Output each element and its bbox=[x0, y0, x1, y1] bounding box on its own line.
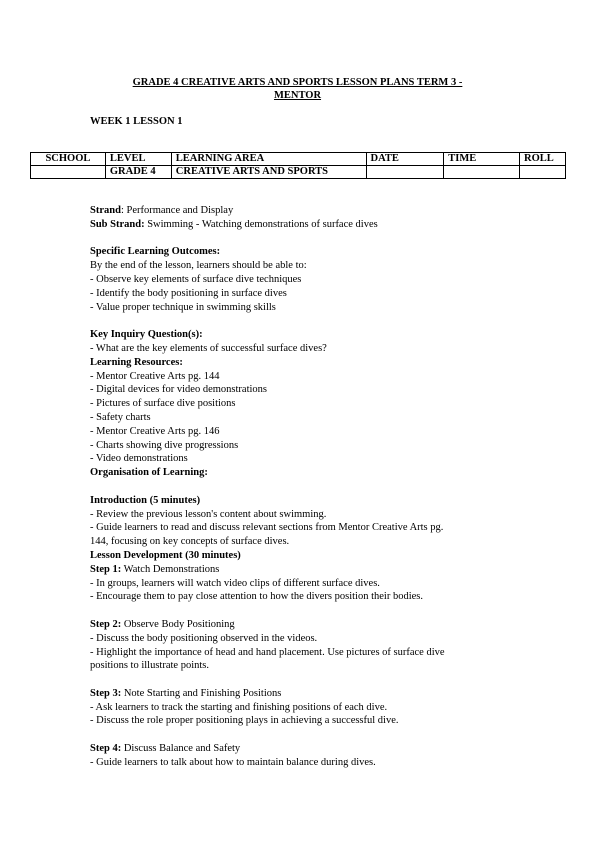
step-3-title bbox=[90, 687, 510, 701]
list-item: - Charts showing dive progressions bbox=[90, 439, 239, 451]
cell-date bbox=[366, 166, 444, 179]
list-item: - Highlight the importance of head and hand placement. Use pictures of surface dive bbox=[90, 646, 445, 658]
inquiry-heading: Key Inquiry Question(s): bbox=[90, 329, 203, 341]
table-header-row bbox=[31, 153, 566, 166]
development-heading: Lesson Development (30 minutes) bbox=[90, 549, 241, 561]
outcomes-heading: Specific Learning Outcomes: bbox=[90, 246, 221, 258]
list-item: - Discuss the role proper positioning plays in achieving a successful dive. bbox=[90, 715, 399, 727]
list-item: - Review the previous lesson's content about swimming. bbox=[90, 508, 327, 520]
step-title: Observe Body Positioning bbox=[121, 618, 235, 630]
strand-value: : Performance and Display bbox=[120, 205, 234, 216]
strand-label: Strand bbox=[90, 205, 121, 216]
list-item: - Mentor Creative Arts pg. 146 bbox=[90, 425, 220, 437]
list-item: - Observe key elements of surface dive techniques bbox=[90, 273, 302, 285]
list-item: - Encourage them to pay close attention to how the divers position their bodies. bbox=[90, 591, 424, 603]
sub-strand-value: Swimming - Watching demonstrations of surface dives bbox=[144, 218, 378, 230]
week-lesson-heading: WEEK 1 LESSON 1 bbox=[90, 116, 183, 127]
list-item: 144, focusing on key concepts of surface dives. bbox=[90, 536, 290, 548]
list-item: - Ask learners to track the starting and finishing positions of each dive. bbox=[90, 701, 388, 713]
step-title: Discuss Balance and Safety bbox=[121, 743, 241, 755]
header-date: DATE bbox=[366, 153, 444, 166]
list-item: - Discuss the body positioning observed in the videos. bbox=[90, 632, 318, 644]
list-item: - Guide learners to read and discuss relevant sections from Mentor Creative Arts pg. bbox=[90, 522, 444, 534]
introduction-heading: Introduction (5 minutes) bbox=[90, 494, 201, 506]
list-item: - Pictures of surface dive positions bbox=[90, 398, 236, 410]
sub-strand-line bbox=[90, 218, 510, 232]
header-learning-area: LEARNING AREA bbox=[171, 153, 366, 166]
organisation-heading: Organisation of Learning: bbox=[90, 467, 208, 479]
header-time: TIME bbox=[444, 153, 520, 166]
step-label: Step 3: bbox=[90, 687, 122, 699]
strand-line bbox=[90, 204, 510, 218]
cell-learning-area: CREATIVE ARTS AND SPORTS bbox=[171, 166, 366, 179]
cell-time bbox=[444, 166, 520, 179]
step-2-title bbox=[90, 618, 510, 632]
list-item: - Identify the body positioning in surface dives bbox=[90, 287, 287, 299]
cell-school bbox=[31, 166, 106, 179]
list-item: - Value proper technique in swimming skills bbox=[90, 301, 276, 313]
lesson-info-table bbox=[30, 152, 566, 179]
list-item: - What are the key elements of successful surface dives? bbox=[90, 342, 327, 354]
header-school: SCHOOL bbox=[31, 153, 106, 166]
list-item: - Mentor Creative Arts pg. 144 bbox=[90, 370, 220, 382]
step-4-title bbox=[90, 742, 510, 756]
step-label: Step 4: bbox=[90, 743, 122, 755]
outcomes-intro: By the end of the lesson, learners should be able to: bbox=[90, 260, 307, 272]
list-item: - In groups, learners will watch video clips of different surface dives. bbox=[90, 577, 380, 589]
title-line-2: MENTOR bbox=[273, 90, 322, 101]
list-item: - Safety charts bbox=[90, 411, 151, 423]
title-line-1: GRADE 4 CREATIVE ARTS AND SPORTS LESSON PLANS TERM 3 - bbox=[132, 77, 463, 88]
step-title: Note Starting and Finishing Positions bbox=[121, 687, 282, 699]
step-title: Watch Demonstrations bbox=[121, 563, 220, 575]
cell-level: GRADE 4 bbox=[105, 166, 171, 179]
resources-heading: Learning Resources: bbox=[90, 356, 183, 368]
step-label: Step 1: bbox=[90, 563, 122, 575]
table-row bbox=[31, 166, 566, 179]
cell-roll bbox=[520, 166, 566, 179]
list-item: positions to illustrate points. bbox=[90, 660, 210, 672]
list-item: - Video demonstrations bbox=[90, 453, 188, 465]
header-roll: ROLL bbox=[520, 153, 566, 166]
lesson-content bbox=[90, 204, 510, 770]
sub-strand-label: Sub Strand: bbox=[90, 218, 145, 230]
document-title bbox=[90, 76, 505, 102]
header-level: LEVEL bbox=[105, 153, 171, 166]
step-1-title bbox=[90, 563, 510, 577]
step-label: Step 2: bbox=[90, 618, 122, 630]
list-item: - Digital devices for video demonstrations bbox=[90, 384, 267, 396]
list-item: - Guide learners to talk about how to maintain balance during dives. bbox=[90, 756, 376, 768]
